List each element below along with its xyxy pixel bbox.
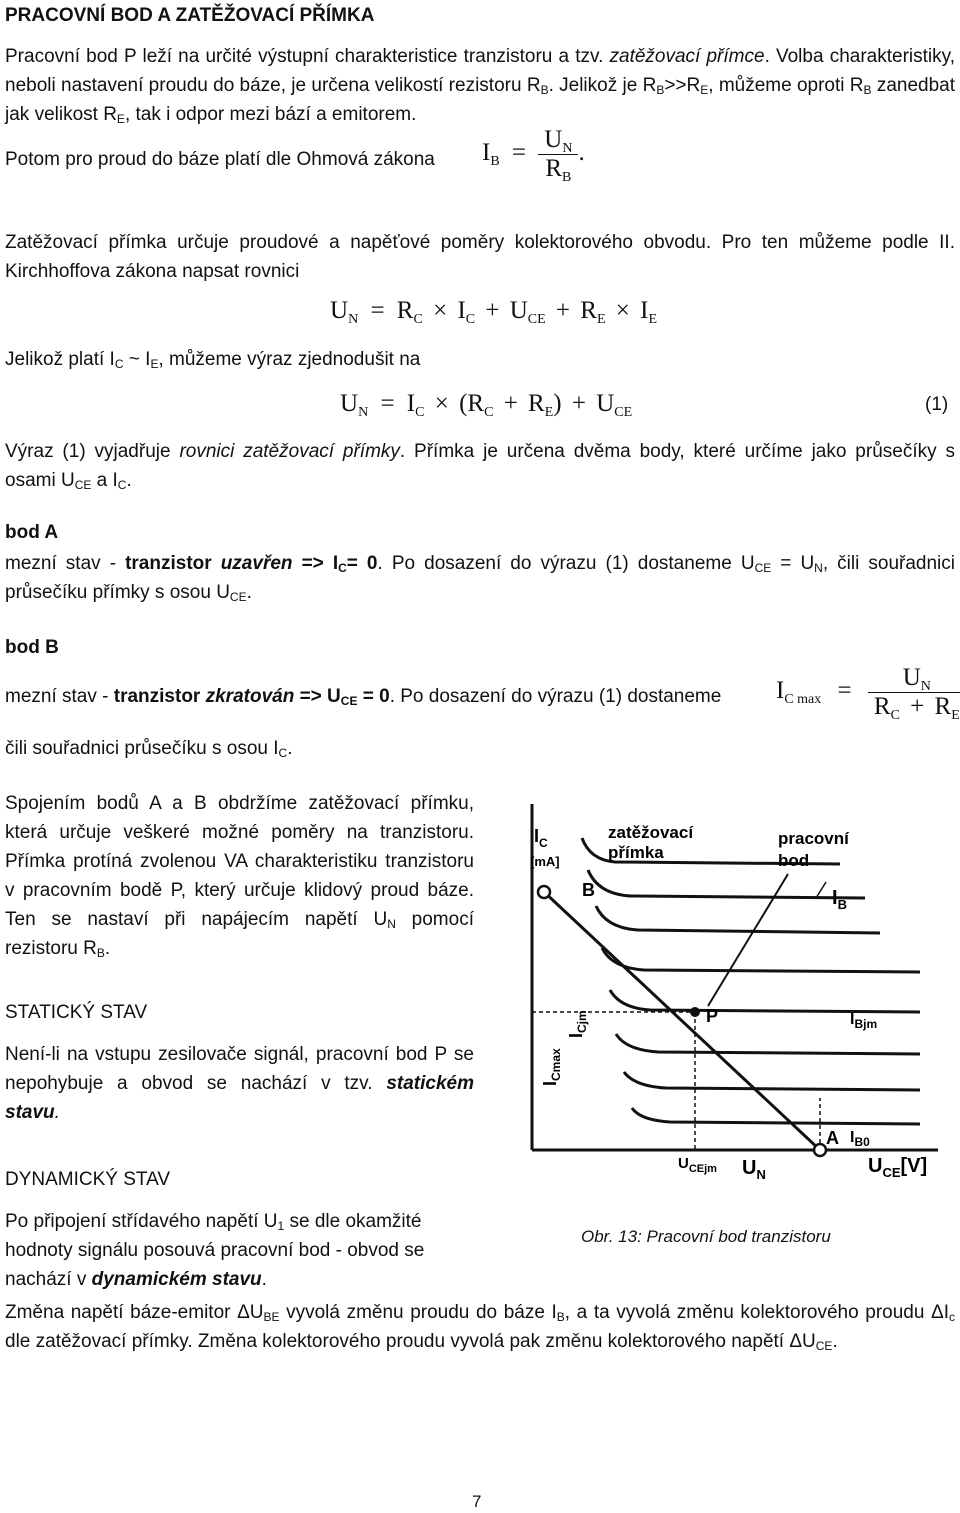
point-b-marker xyxy=(538,886,550,898)
paragraph-point-a: mezní stav - tranzistor uzavřen => $I_C= 0$. Po dosazení do výrazu (1) dostaneme $U_{CE} = U_N$, čili souřadnici průsečíku přímky s osou $U_{CE}$. xyxy=(5,553,955,604)
paragraph-dynamic-state: Po připojení střídavého napětí $U_1$ se dle okamžité hodnoty signálu posouvá pracovní bod - obvod se nachází v dynamickém stavu. xyxy=(5,1211,425,1290)
ucejm-label: $U_{CEjm}$ xyxy=(678,1155,717,1175)
point-b-label: B xyxy=(582,880,595,900)
ib0-label: $I_{B0}$ xyxy=(850,1129,870,1149)
heading-point-b: bod B xyxy=(5,637,59,658)
paragraph-static-state: Není-li na vstupu zesilovače signál, pracovní bod P se nepohybuje a obvod se nachází v tzv. statickém stavu. xyxy=(5,1044,474,1123)
load-line-label-1: zatěžovací xyxy=(608,823,694,842)
output-characteristics xyxy=(582,838,920,1124)
y-axis-unit: [mA] xyxy=(530,854,560,869)
simplification-sentence: Jelikož platí $I_C$ ~ $I_E$, můžeme výraz zjednodušit na xyxy=(5,349,421,371)
icmax-label: $I_{Cmax}$ xyxy=(540,1048,563,1086)
icjm-label: $I_{Cjm}$ xyxy=(566,1010,589,1038)
paragraph-joining-points: Spojením bodů A a B obdržíme zatěžovací přímku, která určuje veškeré možné poměry na tranzistoru. Přímka protíná zvolenou VA charakteristiku tranzistoru v pracovním bodě P, který určuje klidový proud báze. Ten se nastaví při napájecím napětí $U_N$ pomocí rezistoru $R_B$. xyxy=(5,793,474,960)
point-a-marker xyxy=(814,1144,826,1156)
formula-base-current: $I_B$ = $\frac{U_N}{R_B}$ . xyxy=(482,126,585,185)
figure-caption: Obr. 13: Pracovní bod tranzistoru xyxy=(581,1227,831,1246)
heading-dynamic-state: DYNAMICKÝ STAV xyxy=(5,1169,171,1190)
operating-point-pointer xyxy=(708,874,788,1006)
operating-point-label-1: pracovní xyxy=(778,829,849,848)
point-p-label: P xyxy=(706,1006,719,1026)
curve-ibjm xyxy=(610,990,920,1012)
heading-point-a: bod A xyxy=(5,522,59,543)
ib-arrow xyxy=(816,882,826,898)
curve-2 xyxy=(588,870,865,898)
formula-load-line: $U_N = I_C \times (R_C + R_E) + U_{CE}$ xyxy=(340,390,633,420)
point-a-label: A xyxy=(826,1128,839,1148)
point-p-marker xyxy=(690,1007,700,1017)
formula-kirchhoff: $U_N = R_C \times I_C + U_{CE} + R_E \times I_E$ xyxy=(330,297,658,327)
curve-6 xyxy=(616,1034,920,1054)
heading-static-state: STATICKÝ STAV xyxy=(5,1002,148,1023)
load-line-label-2: přímka xyxy=(608,843,664,862)
paragraph-expression: Výraz (1) vyjadřuje rovnici zatěžovací přímky. Přímka je určena dvěma body, které určíme jako průsečíky s osami $U_{CE}$ a $I_C$. xyxy=(5,441,955,492)
un-label: $U_N$ xyxy=(742,1157,766,1182)
page-number: 7 xyxy=(472,1492,482,1511)
paragraph-load-line: Zatěžovací přímka určuje proudové a napěťové poměry kolektorového obvodu. Pro ten můžeme podle II. Kirchhoffova zákona napsat rovnici xyxy=(5,232,955,282)
working-point-figure xyxy=(520,798,945,1190)
equation-number: (1) xyxy=(925,394,949,415)
paragraph-point-b-line1: mezní stav - tranzistor zkratován => $U_{CE} = 0$. Po dosazení do výrazu (1) dostaneme xyxy=(5,686,722,708)
ohm-law-sentence: Potom pro proud do báze platí dle Ohmová zákona xyxy=(5,149,435,170)
ib-label: $I_B$ xyxy=(832,887,847,912)
paragraph-working-point: Pracovní bod P leží na určité výstupní charakteristice tranzistoru a tzv. zatěžovací přímce. Volba charakteristiky, neboli nastavení proudu do báze, je určena velikostí rezistoru $R_B$. Jelikož je $R_B>>R_E$, můžeme oproti $R_B$ zanedbat jak velikost $R_E$, tak i odpor mezi bází a emitorem. xyxy=(5,46,955,126)
paragraph-point-b-line2: čili souřadnici průsečíku s osou $I_C$. xyxy=(5,738,293,760)
curve-7 xyxy=(624,1072,920,1090)
x-axis-label: $U_{CE}[V]$ xyxy=(868,1155,928,1180)
paragraph-change: Změna napětí báze-emitor $\Delta U_{BE}$ vyvolá změnu proudu do báze $I_B$, a ta vyvolá změnu kolektorového proudu $\Delta I_c$ dle zatěžovací přímky. Změna kolektorového proudu vyvolá pak změnu kolektorového napětí $\Delta U_{CE}$. xyxy=(5,1302,955,1353)
page-title: PRACOVNÍ BOD A ZATĚŽOVACÍ PŘÍMKA xyxy=(5,5,375,26)
y-axis-label: $I_C$ xyxy=(534,826,548,850)
formula-icmax: $I_{C max}$ = $\frac{U_N}{R_C + R_E}$ xyxy=(776,664,960,721)
curve-4 xyxy=(602,948,920,972)
ibjm-label: $I_{Bjm}$ xyxy=(850,1011,878,1031)
operating-point-label-2: bod xyxy=(778,851,810,870)
